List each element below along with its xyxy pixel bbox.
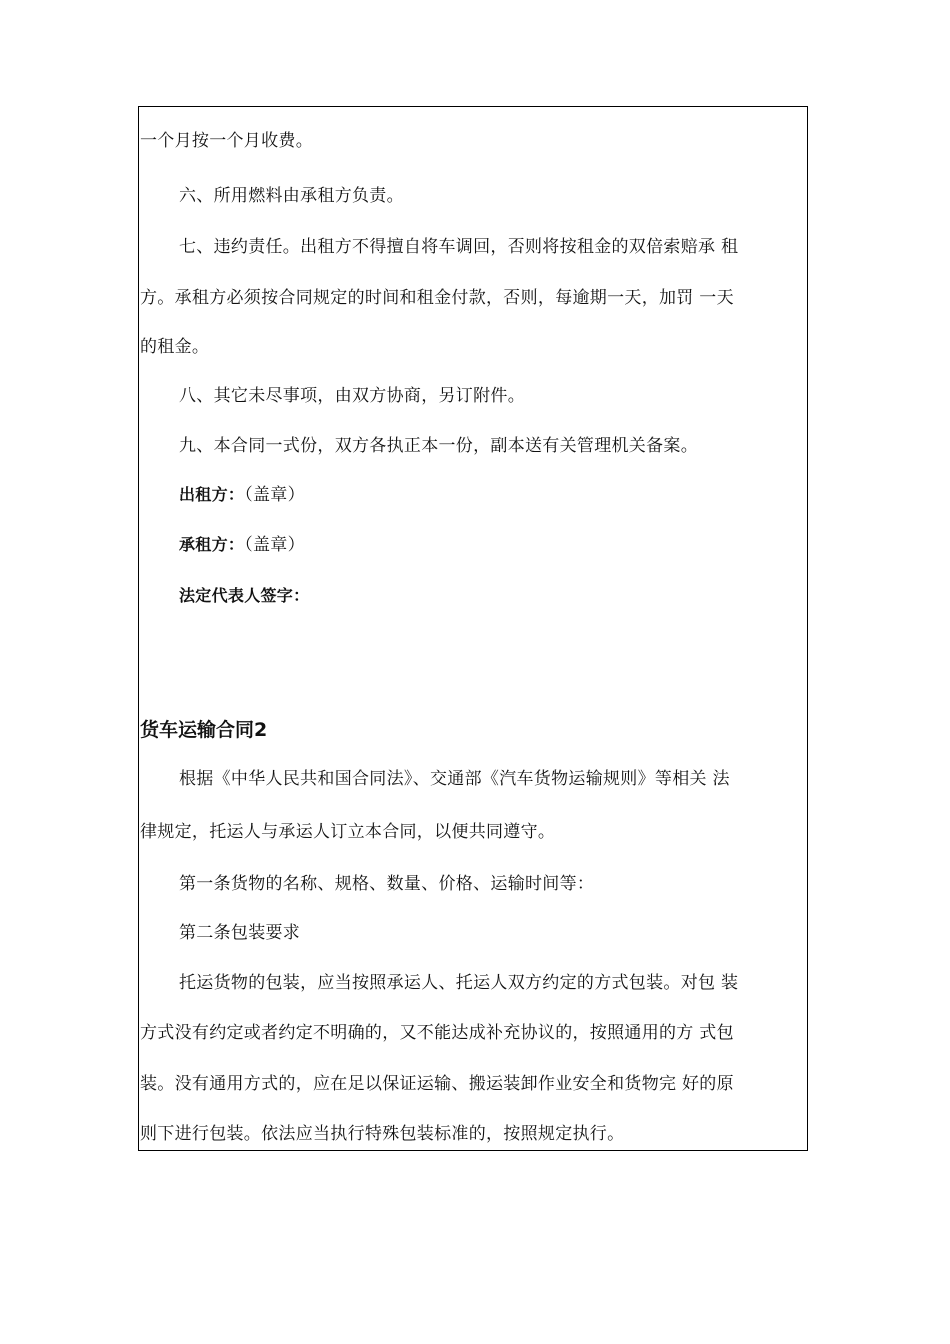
paragraph-line: 方式没有约定或者约定不明确的，又不能达成补充协议的，按照通用的方 式包: [140, 1023, 734, 1043]
paragraph-line: 六、所用燃料由承租方负责。: [179, 186, 404, 206]
paragraph-line: 的租金。: [140, 337, 210, 357]
lessee-seal: （盖章）: [244, 535, 305, 555]
lessor-label: 出租方：: [179, 485, 245, 504]
paragraph-line: 第二条包装要求: [179, 923, 301, 943]
lessee-label: 承租方：: [179, 535, 245, 554]
paragraph-line: 七、违约责任。出租方不得擅自将车调回，否则将按租金的双倍索赔承 租: [179, 237, 739, 257]
section-title: 货车运输合同2: [140, 719, 268, 741]
paragraph-line: 一个月按一个月收费。: [140, 131, 313, 151]
paragraph-line: 装。没有通用方式的，应在足以保证运输、搬运装卸作业安全和货物完 好的原: [140, 1074, 734, 1094]
paragraph-line: 律规定，托运人与承运人订立本合同，以便共同遵守。: [140, 822, 556, 842]
paragraph-line: 八、其它未尽事项，由双方协商，另订附件。: [179, 386, 525, 406]
signature-label: 法定代表人签字：: [179, 586, 310, 605]
paragraph-line: 则下进行包装。依法应当执行特殊包装标准的，按照规定执行。: [140, 1124, 625, 1144]
lessee-row: [179, 534, 806, 556]
paragraph-line: 根据《中华人民共和国合同法》、交通部《汽车货物运输规则》等相关 法: [179, 769, 730, 789]
paragraph-line: 方。承租方必须按合同规定的时间和租金付款，否则，每逾期一天，加罚 一天: [140, 288, 734, 308]
lessor-seal: （盖章）: [244, 485, 305, 505]
paragraph-line: 托运货物的包装，应当按照承运人、托运人双方约定的方式包装。对包 装: [179, 973, 739, 993]
paragraph-line: 第一条货物的名称、规格、数量、价格、运输时间等：: [179, 874, 595, 894]
lessor-row: [179, 484, 806, 506]
paragraph-line: 九、本合同一式份，双方各执正本一份，副本送有关管理机关备案。: [179, 436, 698, 456]
